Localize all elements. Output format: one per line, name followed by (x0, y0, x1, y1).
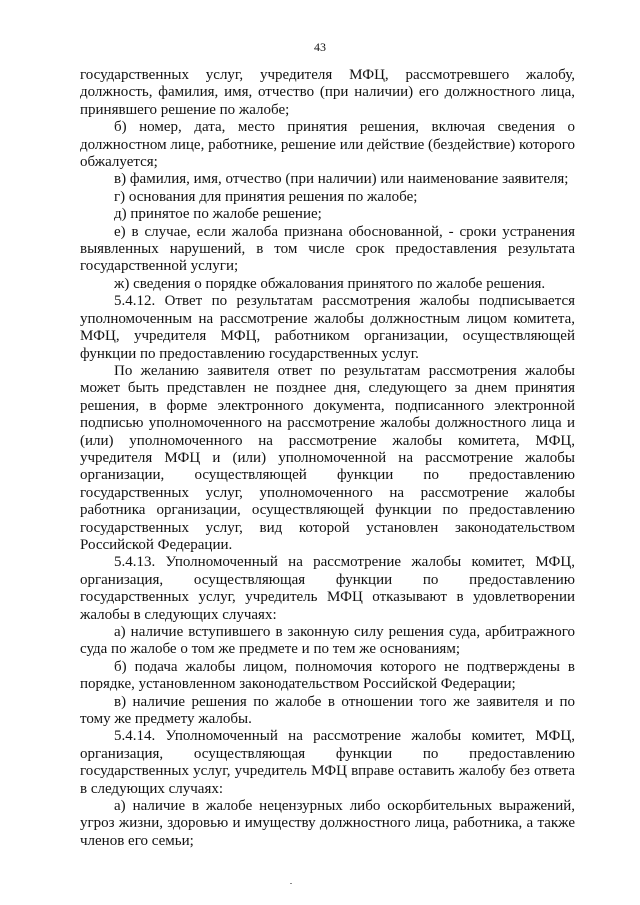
paragraph: б) номер, дата, место принятия решения, включая сведения о должностном лице, работнике, решение или действие (бездействие) которого обжалуется; (80, 119, 575, 171)
paragraph: 5.4.14. Уполномоченный на рассмотрение жалобы комитет, МФЦ, организация, осуществляющая функции по предоставлению государственных услуг, учредитель МФЦ вправе оставить жалобу без ответа в следующих случаях: (80, 728, 575, 797)
paragraph: государственных услуг, учредителя МФЦ, рассмотревшего жалобу, должность, фамилия, имя, отчество (при наличии) его должностного лица, принявшего решение по жалобе; (80, 67, 575, 118)
paragraph: а) наличие в жалобе нецензурных либо оскорбительных выражений, угроз жизни, здоровью и имуществу должностного лица, работника, а также членов его семьи; (80, 798, 575, 849)
page-number: 43 (314, 40, 326, 54)
paragraph: е) в случае, если жалоба признана обоснованной, - сроки устранения выявленных нарушений, в том числе срок предоставления результата государственной услуги; (80, 223, 575, 275)
paragraph: а) наличие вступившего в законную силу решения суда, арбитражного суда по жалобе о том же предмете и по тем же основаниям; (80, 624, 575, 658)
paragraph: 5.4.12. Ответ по результатам рассмотрения жалобы подписывается уполномоченным на рассмотрение жалобы должностным лицом комитета, МФЦ, учредителя МФЦ, работником организации, осуществляющей функции по предоставлению государственных услуг. (80, 293, 575, 362)
paragraph: По желанию заявителя ответ по результатам рассмотрения жалобы может быть представлен не позднее дня, следующего за днем принятия решения, в форме электронного документа, подписанного электронной подписью уполномоченного на рассмотрение жалобы должностного лица и (или) уполномоченного на рассмотрение жалобы комитета, МФЦ, учредителя МФЦ и (или) уполномоченной на рассмотрение жалобы организации, осуществляющей функции по предоставлению государственных услуг, уполномоченного на рассмотрение жалобы работника организации, осуществляющей функции по предоставлению государственных услуг, вид которой установлен законодательством Российской Федерации. (80, 362, 575, 553)
paragraph: 5.4.13. Уполномоченный на рассмотрение жалобы комитет, МФЦ, организация, осуществляющая функции по предоставлению государственных услуг, учредитель МФЦ отказывают в удовлетворении жалобы в следующих случаях: (80, 554, 575, 623)
document-body (80, 67, 575, 850)
paragraph: г) основания для принятия решения по жалобе; (114, 188, 418, 205)
paragraph: б) подача жалобы лицом, полномочия которого не подтверждены в порядке, установленном законодательством Российской Федерации; (80, 658, 575, 693)
paragraph: ж) сведения о порядке обжалования принятого по жалобе решения. (114, 275, 546, 292)
scan-mark (290, 883, 292, 884)
paragraph: д) принятое по жалобе решение; (114, 206, 322, 223)
paragraph: в) фамилия, имя, отчество (при наличии) или наименование заявителя; (114, 171, 569, 188)
paragraph: в) наличие решения по жалобе в отношении того же заявителя и по тому же предмету жалобы. (80, 693, 575, 728)
